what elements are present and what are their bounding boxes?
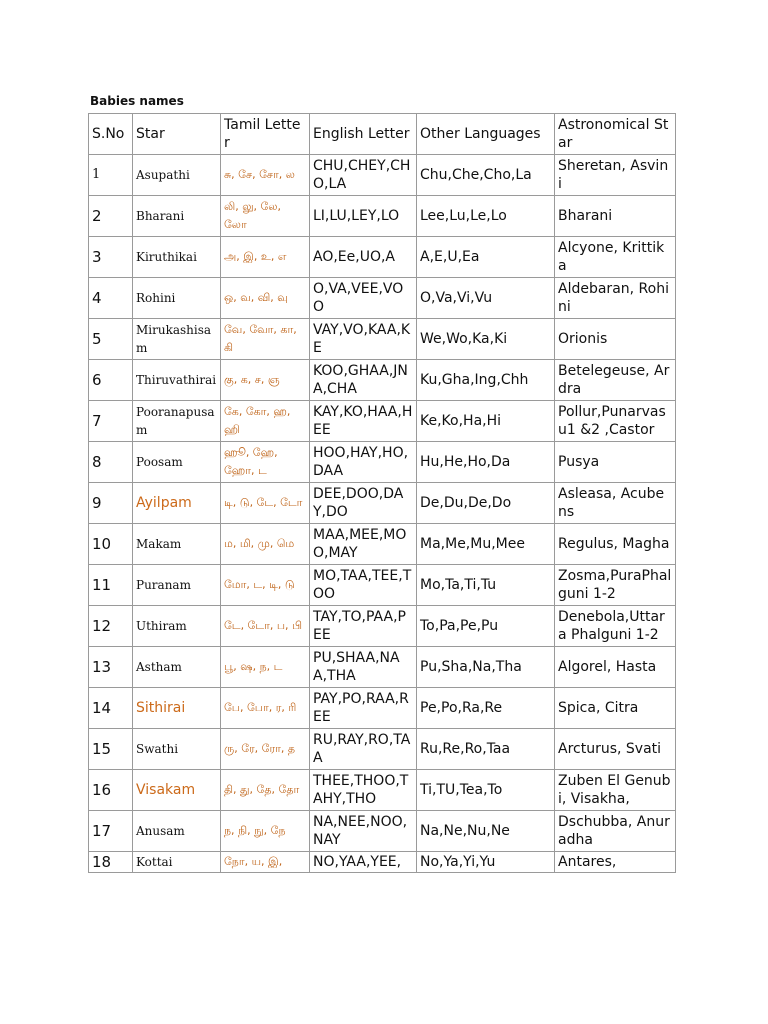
cell-other-languages: Pu,Sha,Na,Tha: [417, 647, 555, 688]
cell-other-languages: Pe,Po,Ra,Re: [417, 688, 555, 729]
cell-other-languages: No,Ya,Yi,Yu: [417, 852, 555, 873]
table-row: [89, 442, 676, 483]
cell-star: Asupathi: [133, 155, 221, 196]
table-row: [89, 647, 676, 688]
cell-tamil-letter: டே, டோ, ப, பி: [221, 606, 310, 647]
cell-sno: 8: [89, 442, 133, 483]
cell-other-languages: Mo,Ta,Ti,Tu: [417, 565, 555, 606]
table-row: [89, 688, 676, 729]
cell-english-letter: KAY,KO,HAA,HEE: [310, 401, 417, 442]
cell-tamil-letter: சு, சே, சோ, ல: [221, 155, 310, 196]
cell-astronomical-star: Orionis: [555, 319, 676, 360]
cell-star: Kottai: [133, 852, 221, 873]
cell-tamil-letter: பூ, ஷ, ந, ட: [221, 647, 310, 688]
cell-english-letter: AO,Ee,UO,A: [310, 237, 417, 278]
cell-astronomical-star: Pollur,Punarvasu1 &2 ,Castor: [555, 401, 676, 442]
cell-star: Kiruthikai: [133, 237, 221, 278]
cell-tamil-letter: வே, வோ, கா, கி: [221, 319, 310, 360]
table-row: [89, 360, 676, 401]
cell-sno: 2: [89, 196, 133, 237]
cell-tamil-letter: கு, க, ச, ஞ: [221, 360, 310, 401]
header-star: Star: [133, 114, 221, 155]
cell-star: Bharani: [133, 196, 221, 237]
cell-sno: 13: [89, 647, 133, 688]
cell-tamil-letter: கே, கோ, ஹ, ஹி: [221, 401, 310, 442]
cell-other-languages: Ke,Ko,Ha,Hi: [417, 401, 555, 442]
table-row: [89, 237, 676, 278]
cell-tamil-letter: மோ, ட, டி, டு: [221, 565, 310, 606]
cell-star: Astham: [133, 647, 221, 688]
cell-english-letter: KOO,GHAA,JNA,CHA: [310, 360, 417, 401]
cell-english-letter: THEE,THOO,TAHY,THO: [310, 770, 417, 811]
cell-english-letter: PU,SHAA,NAA,THA: [310, 647, 417, 688]
cell-other-languages: To,Pa,Pe,Pu: [417, 606, 555, 647]
table-row: [89, 565, 676, 606]
table-row: [89, 278, 676, 319]
cell-astronomical-star: Spica, Citra: [555, 688, 676, 729]
cell-tamil-letter: ம, மி, மு, மெ: [221, 524, 310, 565]
cell-sno: 12: [89, 606, 133, 647]
cell-english-letter: NO,YAA,YEE,: [310, 852, 417, 873]
cell-other-languages: O,Va,Vi,Vu: [417, 278, 555, 319]
cell-star: Swathi: [133, 729, 221, 770]
cell-astronomical-star: Dschubba, Anuradha: [555, 811, 676, 852]
table-row: [89, 811, 676, 852]
cell-astronomical-star: Antares,: [555, 852, 676, 873]
cell-english-letter: MAA,MEE,MOO,MAY: [310, 524, 417, 565]
cell-other-languages: A,E,U,Ea: [417, 237, 555, 278]
cell-sno: 14: [89, 688, 133, 729]
cell-astronomical-star: Sheretan, Asvini: [555, 155, 676, 196]
cell-astronomical-star: Pusya: [555, 442, 676, 483]
table-row: [89, 155, 676, 196]
cell-other-languages: Ru,Re,Ro,Taa: [417, 729, 555, 770]
cell-star: Pooranapusam: [133, 401, 221, 442]
cell-star: Ayilpam: [133, 483, 221, 524]
cell-star: Uthiram: [133, 606, 221, 647]
star-names-table: [88, 113, 676, 873]
cell-sno: 4: [89, 278, 133, 319]
cell-tamil-letter: ஒ, வ, வி, வு: [221, 278, 310, 319]
cell-sno: 6: [89, 360, 133, 401]
cell-tamil-letter: லி, லு, லே, லோ: [221, 196, 310, 237]
cell-sno: 9: [89, 483, 133, 524]
cell-star: Makam: [133, 524, 221, 565]
cell-astronomical-star: Alcyone, Krittika: [555, 237, 676, 278]
cell-sno: 1: [89, 155, 133, 196]
table-row: [89, 852, 676, 873]
cell-english-letter: HOO,HAY,HO,DAA: [310, 442, 417, 483]
header-astronomical-star: Astronomical Star: [555, 114, 676, 155]
cell-astronomical-star: Betelegeuse, Ardra: [555, 360, 676, 401]
cell-other-languages: Ma,Me,Mu,Mee: [417, 524, 555, 565]
cell-astronomical-star: Zosma,PuraPhalguni 1-2: [555, 565, 676, 606]
cell-other-languages: Lee,Lu,Le,Lo: [417, 196, 555, 237]
header-sno: S.No: [89, 114, 133, 155]
cell-other-languages: We,Wo,Ka,Ki: [417, 319, 555, 360]
cell-astronomical-star: Regulus, Magha: [555, 524, 676, 565]
cell-astronomical-star: Aldebaran, Rohini: [555, 278, 676, 319]
cell-english-letter: O,VA,VEE,VOO: [310, 278, 417, 319]
cell-tamil-letter: ரு, ரே, ரோ, த: [221, 729, 310, 770]
cell-english-letter: PAY,PO,RAA,REE: [310, 688, 417, 729]
table-row: [89, 524, 676, 565]
cell-star: Visakam: [133, 770, 221, 811]
cell-other-languages: Hu,He,Ho,Da: [417, 442, 555, 483]
cell-astronomical-star: Asleasa, Acubens: [555, 483, 676, 524]
cell-english-letter: MO,TAA,TEE,TOO: [310, 565, 417, 606]
cell-tamil-letter: தி, து, தே, தோ: [221, 770, 310, 811]
cell-other-languages: Ti,TU,Tea,To: [417, 770, 555, 811]
cell-astronomical-star: Algorel, Hasta: [555, 647, 676, 688]
cell-tamil-letter: ஹூ, ஹே, ஹோ, ட: [221, 442, 310, 483]
header-english-letter: English Letter: [310, 114, 417, 155]
cell-english-letter: LI,LU,LEY,LO: [310, 196, 417, 237]
cell-star: Poosam: [133, 442, 221, 483]
header-tamil-letter: Tamil Letter: [221, 114, 310, 155]
table-row: [89, 770, 676, 811]
header-other-languages: Other Languages: [417, 114, 555, 155]
cell-sno: 3: [89, 237, 133, 278]
cell-star: Sithirai: [133, 688, 221, 729]
cell-tamil-letter: பே, போ, ர, ரி: [221, 688, 310, 729]
cell-tamil-letter: டி, டு, டே, டோ: [221, 483, 310, 524]
cell-english-letter: TAY,TO,PAA,PEE: [310, 606, 417, 647]
cell-english-letter: RU,RAY,RO,TAA: [310, 729, 417, 770]
table-row: [89, 319, 676, 360]
cell-sno: 5: [89, 319, 133, 360]
cell-english-letter: NA,NEE,NOO,NAY: [310, 811, 417, 852]
cell-sno: 10: [89, 524, 133, 565]
table-row: [89, 196, 676, 237]
cell-english-letter: CHU,CHEY,CHO,LA: [310, 155, 417, 196]
cell-tamil-letter: ந, நி, நு, நே: [221, 811, 310, 852]
cell-english-letter: DEE,DOO,DAY,DO: [310, 483, 417, 524]
document-title: Babies names: [90, 94, 184, 108]
cell-astronomical-star: Arcturus, Svati: [555, 729, 676, 770]
cell-star: Mirukashisam: [133, 319, 221, 360]
table-row: [89, 729, 676, 770]
cell-sno: 15: [89, 729, 133, 770]
table-row: [89, 606, 676, 647]
cell-sno: 11: [89, 565, 133, 606]
cell-other-languages: Chu,Che,Cho,La: [417, 155, 555, 196]
cell-star: Anusam: [133, 811, 221, 852]
table-row: [89, 483, 676, 524]
cell-other-languages: Na,Ne,Nu,Ne: [417, 811, 555, 852]
cell-sno: 17: [89, 811, 133, 852]
cell-other-languages: De,Du,De,Do: [417, 483, 555, 524]
table-row: [89, 401, 676, 442]
cell-astronomical-star: Denebola,Uttara Phalguni 1-2: [555, 606, 676, 647]
cell-sno: 16: [89, 770, 133, 811]
table-header-row: [89, 114, 676, 155]
cell-astronomical-star: Zuben El Genubi, Visakha,: [555, 770, 676, 811]
cell-other-languages: Ku,Gha,Ing,Chh: [417, 360, 555, 401]
cell-sno: 18: [89, 852, 133, 873]
cell-english-letter: VAY,VO,KAA,KE: [310, 319, 417, 360]
cell-star: Thiruvathirai: [133, 360, 221, 401]
cell-sno: 7: [89, 401, 133, 442]
cell-star: Puranam: [133, 565, 221, 606]
cell-tamil-letter: நோ, ய, இ,: [221, 852, 310, 873]
cell-star: Rohini: [133, 278, 221, 319]
cell-tamil-letter: அ, இ, உ, எ: [221, 237, 310, 278]
cell-astronomical-star: Bharani: [555, 196, 676, 237]
